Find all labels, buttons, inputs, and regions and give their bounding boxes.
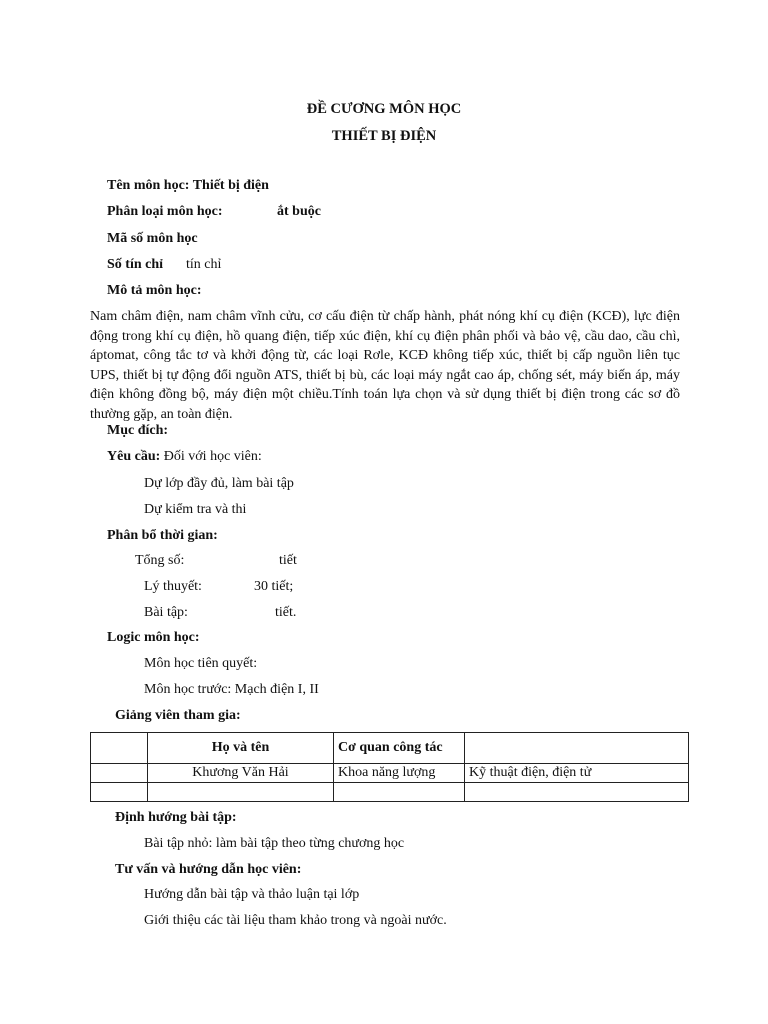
course-code-label: Mã số môn học xyxy=(107,231,198,246)
requirement-item: Dự kiểm tra và thi xyxy=(144,502,247,517)
time-exercise-label: Bài tập: xyxy=(144,605,188,620)
time-total-value: tiết xyxy=(279,553,297,568)
table-row xyxy=(91,764,689,783)
course-type-label: Phân loại môn học: xyxy=(107,204,223,219)
table-cell xyxy=(334,783,465,802)
time-exercise-value: tiết. xyxy=(275,605,297,620)
table-cell: Khoa năng lượng xyxy=(334,764,465,783)
table-row xyxy=(91,783,689,802)
table-cell xyxy=(91,764,148,783)
advising-item: Hướng dẫn bài tập và thảo luận tại lớp xyxy=(144,887,360,902)
table-header-cell: Cơ quan công tác xyxy=(334,733,465,764)
table-cell: Kỹ thuật điện, điện tử xyxy=(465,764,689,783)
table-cell xyxy=(465,783,689,802)
requirements-label: Yêu cầu: xyxy=(107,449,161,464)
time-theory-value: 30 tiết; xyxy=(254,579,294,594)
table-cell xyxy=(91,783,148,802)
course-type-value: ắt buộc xyxy=(277,204,321,219)
advising-label: Tư vấn và hướng dẫn học viên: xyxy=(115,862,302,877)
purpose-label: Mục đích: xyxy=(107,423,169,438)
logic-previous: Môn học trước: Mạch điện I, II xyxy=(144,682,319,697)
requirements-intro: Đối với học viên: xyxy=(160,449,262,464)
doc-subtitle: THIẾT BỊ ĐIỆN xyxy=(331,128,437,144)
credits-value: tín chỉ xyxy=(186,257,222,272)
time-label: Phân bổ thời gian: xyxy=(107,528,218,543)
table-header-row xyxy=(91,733,689,764)
table-header-cell: Họ và tên xyxy=(148,733,334,764)
exercise-orientation-item: Bài tập nhỏ: làm bài tập theo từng chương học xyxy=(144,836,405,851)
table-cell xyxy=(148,783,334,802)
table-header-cell xyxy=(465,733,689,764)
lecturers-table xyxy=(90,732,689,802)
exercise-orientation-label: Định hướng bài tập: xyxy=(115,810,237,825)
lecturers-label: Giảng viên tham gia: xyxy=(115,708,241,723)
time-total-label: Tổng số: xyxy=(135,553,185,568)
course-name: Tên môn học: Thiết bị điện xyxy=(107,178,269,193)
table-header-cell xyxy=(91,733,148,764)
logic-label: Logic môn học: xyxy=(107,630,200,645)
course-description: Nam châm điện, nam châm vĩnh cửu, cơ cấu điện từ chấp hành, phát nóng khí cụ điện (KCĐ), lực điện động trong khí cụ điện, hồ quang điện, tiếp xúc điện, khí cụ điện phân phối và bảo vệ, cầu dao, cầu chì, áptomat, công tắc tơ và khởi động từ, các loại Rơle, KCĐ không tiếp xúc, thiết bị cấp nguồn liên tục UPS, thiết bị tự động đổi nguồn ATS, thiết bị bù, các loại máy ngắt cao áp, chống sét, máy biến áp, máy điện không đồng bộ, máy điện một chiều.Tính toán lựa chọn và sử dụng thiết bị điện trong các sơ đồ thường gặp, an toàn điện. xyxy=(90,309,680,422)
requirements-line xyxy=(107,449,262,465)
requirement-item: Dự lớp đầy đủ, làm bài tập xyxy=(144,476,294,491)
logic-prereq: Môn học tiên quyết: xyxy=(144,656,258,671)
credits-label: Số tín chỉ xyxy=(107,257,164,272)
advising-item: Giới thiệu các tài liệu tham khảo trong và ngoài nước. xyxy=(144,913,447,928)
time-theory-label: Lý thuyết: xyxy=(144,579,202,594)
description-label: Mô tả môn học: xyxy=(107,283,202,298)
table-cell: Khương Văn Hải xyxy=(148,764,334,783)
doc-title: ĐỀ CƯƠNG MÔN HỌC xyxy=(306,101,462,117)
